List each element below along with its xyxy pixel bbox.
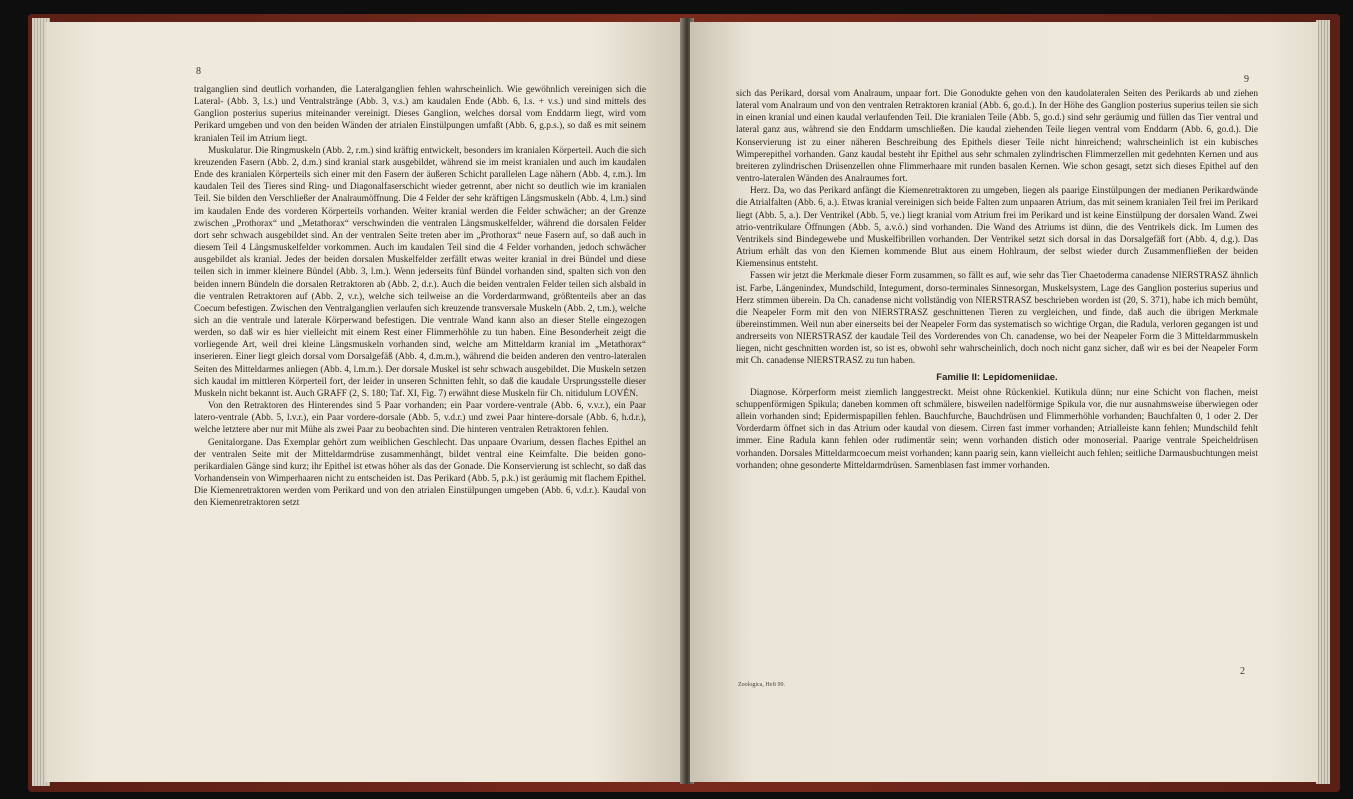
left-page-number: 8 <box>196 66 201 77</box>
paragraph: sich das Perikard, dorsal vom Analraum, unpaar fort. Die Gonodukte gehen von den kaudolateralen Seiten des Perikards ab und ziehen lateral vom Analraum und von den ventralen Retraktoren kranial (Abb. 6, go.d.). In der Höhe des Ganglion posterius superius teilen sie sich in einen kranial und einen kaudal verlaufenden Teil. Die kranialen Teile (Abb. 5, go.d.) sind sehr geräumig und füllen das Tier ventral und lateral ganz aus, während sie den Enddarm umschließen. Die kaudal ziehenden Teile liegen ventral vom Enddarm (Abb. 6, go.d.). Die Konservierung ist zu einer näheren Beschreibung des Epithels dieser Teile nicht hinreichend; wahrscheinlich ist ein kubisches Wimperepithel vorhanden. Ganz kaudal besteht ihr Epithel aus sehr schmalen zylindrischen Flimmerzellen mit gedehnten Kernen und aus breiteren zylindrischen Drüsenzellen ohne Flimmerhaare mit runden basalen Kernen. Wie schon gesagt, setzt sich dieses Epithel auf den ventro-lateralen Wänden des Analraumes fort. <box>736 89 1258 185</box>
paragraph: Muskulatur. Die Ringmuskeln (Abb. 2, r.m.) sind kräftig entwickelt, besonders im kranialen Körperteil. Auch die sich kreuzenden Fasern (Abb. 2, d.m.) sind kranial stark ausgebildet, während sie im meist kranialen und auch im kaudalen Ende des kranialen Körperteils sich einer mit den Fasern der äußeren Schicht parallelen Lage nähern (Abb. 4, r.m.). Im kaudalen Teil des Tieres sind Ring- und Diagonalfaserschicht wieder getrennt, aber nicht so deutlich wie im kranialen Teil. Sie bilden den Verschließer der Analraumöffnung. Die 4 Felder der sehr kräftigen Längsmuskeln (Abb. 4, l.m.) sind im kaudalen Ende des vorderen Körperteils vorhanden. Weiter kranial werden die Felder schwächer; an der Grenze zwischen „Prothorax“ und „Metathorax“ verschwinden die ventralen Längsmuskelfelder, während die dorsalen Felder dort sehr schwach ausgebildet sind. An der ventralen Seite treten aber im „Prothorax“ neue Fasern auf, so daß auch in diesem Teil 4 Längsmuskelfelder vorkommen. Auch im kaudalen Teil sind die 4 Felder vorhanden, jedoch schwächer ausgebildet als kranial. Jedes der beiden dorsalen Muskelfelder zerfällt etwas weiter kranial in drei Bündel und diese teilen sich in immer kleinere Bündel (Abb. 3, l.m.). Wenn jederseits fünf Bündel vorhanden sind, spalten sich von den beiden innern Bündeln die dorsalen Retraktoren ab (Abb. 2, d.r.). Auch die beiden ventralen Felder teilen sich alsbald in die ventralen Retraktoren auf (Abb. 2, v.r.), welche sich teilweise an die Vorderdarmwand, größtenteils aber an das Coecum befestigen. Zwischen den Ventralganglien verlaufen sich kreuzende transversale Muskeln (Abb. 2, t.m.), welche sich an die ventrale und laterale Körperwand befestigen. Die ventrale Wand kann also an dieser Stelle eingezogen werden, so daß wir es hier vielleicht mit einem Rest einer Flimmerhöhle zu tun haben. Eine Besonderheit zeigt die vorliegende Art, weil drei kleine Längsmuskeln vorhanden sind, welche am Mitteldarm kranial im „Metathorax“ inserieren. Einer liegt gleich dorsal vom Dorsalgefäß (Abb. 4, d.m.m.), während die beiden anderen den ventro-lateralen Seiten des Mitteldarmes anliegen (Abb. 4, l.m.m.). Der dorsale Muskel ist sehr schwach ausgebildet. Die Muskeln setzen sich kaudal im mittleren Körperteil fort, der leider in unseren Schnitten fehlt, so daß die kaudale Ursprungsstelle dieser Muskeln nicht bekannt ist. Auch GRAFF (2, S. 180; Taf. XI, Fig. 7) erwähnt diese Muskeln für Ch. nitidulum LOVÉN. <box>194 145 646 399</box>
right-page-text <box>736 88 1258 472</box>
right-page <box>690 22 1318 782</box>
paragraph: Von den Retraktoren des Hinterendes sind 5 Paar vorhanden; ein Paar vordere-ventrale (Abb. 6, v.v.r.), ein Paar latero-ventrale (Abb. 5, l.v.r.), ein Paar vordere-dorsale (Abb. 5, v.d.r.) und zwei Paar hintere-dorsale (Abb. 6, h.d.r.), welche letztere aber nur mit Mühe als zwei Paar zu beobachten sind. Die hinteren ventralen Retraktoren fehlen. <box>194 401 646 436</box>
paragraph: Diagnose. Körperform meist ziemlich langgestreckt. Meist ohne Rückenkiel. Kutikula dünn; nur eine Schicht von flachen, meist schuppenförmigen Spikula; daneben kommen oft schmälere, bisweilen nadelförmige Spikula vor, die nur ausnahmsweise überwiegen oder allein vorhanden sind; Epidermispapillen fehlen. Bauchfurche, Bauchdrüsen und Flimmerhöhle vorhanden; Bauchfalten 0, 1 oder 2. Der Vorderdarm öffnet sich in das Atrium oder kaudal von diesem. Cirren fast immer vorhanden; Atrialleiste kann fehlen; Mundschild fehlt immer. Eine Radula kann fehlen oder rudimentär sein; wenn vorhanden distich oder monoserial. Paarige ventrale Speicheldrüsen vorhanden. Dorsales Mitteldarmcoecum meist vorhanden; kann paarig sein, kann vielleicht auch fehlen; seitliche Darmausbuchtungen meist vorhanden; ohne gesonderte Mitteldarmdrüsen. Samenblasen fast immer vorhanden. <box>736 387 1259 471</box>
section-heading: Familie II: Lepidomeniidae. <box>936 371 1058 383</box>
paragraph: Fassen wir jetzt die Merkmale dieser Form zusammen, so fällt es auf, wie sehr das Tier Chaetoderma canadense NIERSTRASZ ähnlich ist. Farbe, Längenindex, Mundschild, Integument, dorso-terminales Sinnesorgan, Muskelsystem, Lage des Ganglion posterius superius und Herz stimmen überein. Da Ch. canadense nicht vollständig von NIERSTRASZ beschrieben worden ist (20, S. 371), habe ich mich bemüht, die Neapeler Form mit den von NIERSTRASZ geschnittenen Tieren zu vergleichen, und finde, daß auch die übrigen Merkmale übereinstimmen. Weil nun aber einerseits bei der Neapeler Form das systematisch so wichtige Organ, die Radula, verloren gegangen ist und andrerseits von NIERSTRASZ der kaudale Teil des Vorderendes von Ch. canadense, wo bei der Neapeler Form die 3 Mitteldarmmuskeln liegen, nicht geschnitten worden ist, so ist es, obwohl sehr wahrscheinlich, doch noch nicht ganz sicher, daß wir es bei der Neapeler Form mit Ch. canadense NIERSTRASZ zu tun haben. <box>736 271 1258 367</box>
paragraph: tralganglien sind deutlich vorhanden, die Lateralganglien fehlen wahrscheinlich. Wie gewöhnlich vereinigen sich die Lateral- (Abb. 3, l.s.) und Ventralstränge (Abb. 3, v.s.) am kaudalen Ende (Abb. 6, l.s. + v.s.) und sind mittels des Ganglion posterius superius miteinander vereinigt. Dieses Ganglion, welches dorsal vom Enddarm liegt, wird vom Perikard umgeben und von den beiden Wänden der atrialen Einstülpungen umfaßt (Abb. 6, g.p.s.), so daß es mit seinem kranialen Teil im Atrium liegt. <box>194 85 646 144</box>
paragraph: Herz. Da, wo das Perikard anfängt die Kiemenretraktoren zu umgeben, liegen als paarige Einstülpungen der medianen Perikardwände die Atrialfalten (Abb. 6, a.). Etwas kranial vereinigen sich beide Falten zum unpaaren Atrium, das mit seinem kranialen Teil frei im Perikard liegt (Abb. 5, a.). Der Ventrikel (Abb. 5, ve.) liegt kranial vom Atrium frei im Perikard und ist keine Einstülpung der dorsalen Wand. Zwei atrio-ventrikulare Öffnungen (Abb. 5, a.v.ö.) sind vorhanden. Die Wand des Atriums ist dünn, die des Ventrikels dick. Im Lumen des Ventrikels sind Bindegewebe und Muskelfibrillen vorhanden. Der Ventrikel setzt sich dorsal in das Dorsalgefäß fort (Abb. 4, d.g.). Das Atrium erhält das von den Kiemen kommende Blut aus einem Hohlraum, der selbst wieder durch Zusammenfließen der beiden Kiemensinus entsteht. <box>736 186 1258 270</box>
page-edges-right <box>1316 20 1330 784</box>
right-page-number: 9 <box>1244 74 1249 85</box>
left-page-text <box>194 84 646 509</box>
footer-journal: Zoologica, Heft 99. <box>738 682 785 688</box>
left-page <box>46 22 682 782</box>
footer-signature: 2 <box>1240 666 1245 677</box>
paragraph: Genitalorgane. Das Exemplar gehört zum weiblichen Geschlecht. Das unpaare Ovarium, dessen flaches Epithel an der ventralen Seite mit der Mitteldarmdrüse zusammenhängt, bildet ventral eine Keimfalte. Die beiden gono-perikardialen Gänge sind kurz; ihr Epithel ist etwas höher als das der Gonade. Die Konservierung ist schlecht, so daß das Vorhandensein von Wimperhaaren nicht zu entscheiden ist. Das Perikard (Abb. 5, p.k.) ist geräumig mit flachem Epithel. Die Kiemenretraktoren werden vom Perikard und von den atrialen Einstülpungen umgeben (Abb. 6, v.d.r.). Kaudal von den Kiemenretraktoren setzt <box>194 437 646 509</box>
